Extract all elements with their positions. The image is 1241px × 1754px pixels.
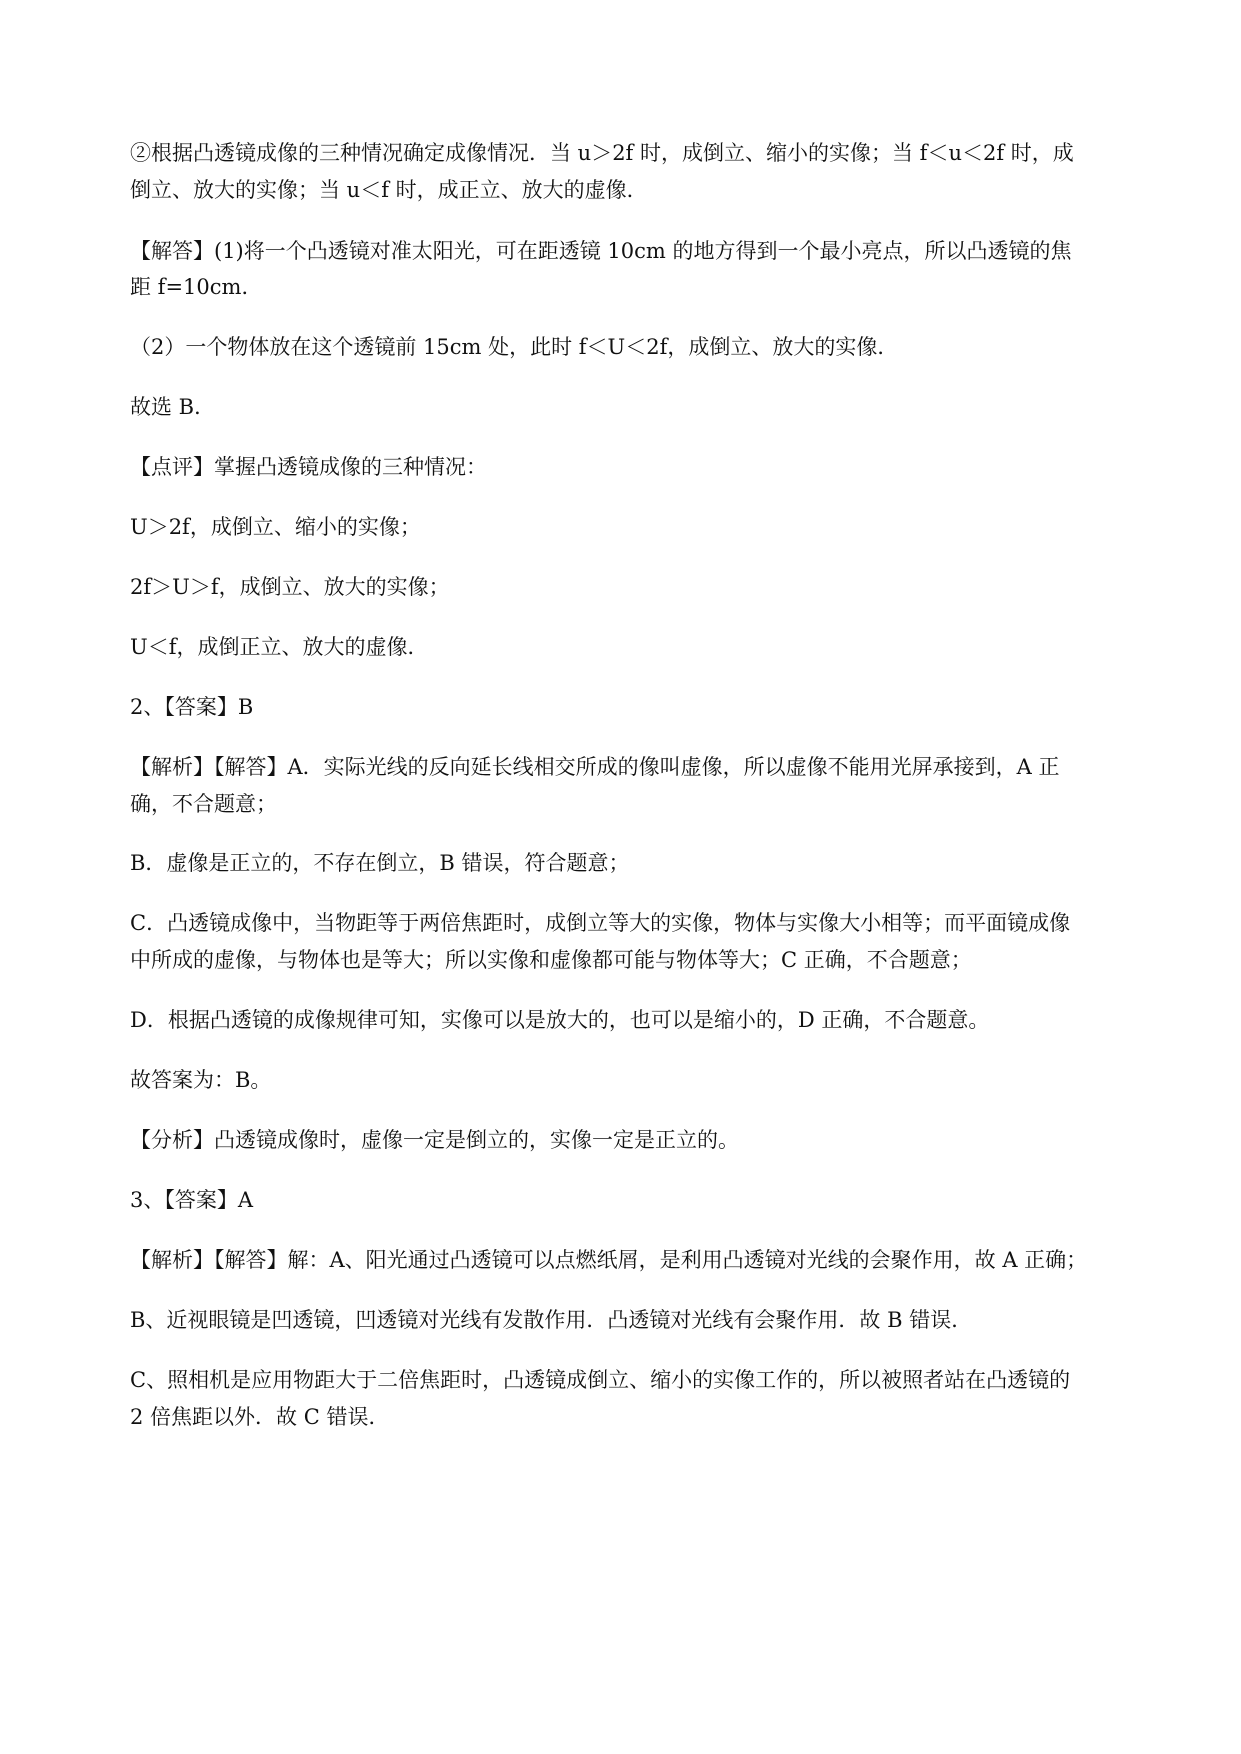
text-line: 中所成的虚像，与物体也是等大；所以实像和虚像都可能与物体等大；C 正确，不合题意； bbox=[130, 948, 972, 972]
text-line: 2 倍焦距以外．故 C 错误． bbox=[130, 1405, 390, 1429]
text-line: ②根据凸透镜成像的三种情况确定成像情况．当 u＞2f 时，成倒立、缩小的实像；当 f＜u＜2f 时，成 bbox=[130, 141, 1074, 165]
text-line: （2）一个物体放在这个透镜前 15cm 处，此时 f＜U＜2f，成倒立、放大的实像． bbox=[130, 335, 899, 359]
text-line: 2f＞U＞f，成倒立、放大的实像； bbox=[130, 575, 450, 599]
text-line: C．凸透镜成像中，当物距等于两倍焦距时，成倒立等大的实像，物体与实像大小相等；而平面镜成像 bbox=[130, 911, 1071, 935]
text-line: D．根据凸透镜的成像规律可知，实像可以是放大的，也可以是缩小的，D 正确，不合题意。 bbox=[130, 1008, 990, 1032]
text-line: U＜f，成倒正立、放大的虚像． bbox=[130, 635, 429, 659]
text-line: 故答案为：B。 bbox=[130, 1068, 272, 1092]
text-line: 【解答】(1)将一个凸透镜对准太阳光，可在距透镜 10cm 的地方得到一个最小亮点，所以凸透镜的焦 bbox=[130, 239, 1072, 263]
text-line: 【解析】【解答】解：A、阳光通过凸透镜可以点燃纸屑，是利用凸透镜对光线的会聚作用，故 A 正确； bbox=[130, 1248, 1088, 1272]
text-line: 距 f=10cm． bbox=[130, 275, 263, 299]
text-line: U＞2f，成倒立、缩小的实像； bbox=[130, 515, 421, 539]
text-line: 【解析】【解答】A．实际光线的反向延长线相交所成的像叫虚像，所以虚像不能用光屏承接到，A 正 bbox=[130, 755, 1060, 779]
text-line: 倒立、放大的实像；当 u＜f 时，成正立、放大的虚像． bbox=[130, 178, 648, 202]
text-line: 【分析】凸透镜成像时，虚像一定是倒立的，实像一定是正立的。 bbox=[130, 1128, 739, 1152]
text-line: B、近视眼镜是凹透镜，凹透镜对光线有发散作用．凸透镜对光线有会聚作用．故 B 错误． bbox=[130, 1308, 973, 1332]
text-line: C、照相机是应用物距大于二倍焦距时，凸透镜成倒立、缩小的实像工作的，所以被照者站在凸透镜的 bbox=[130, 1368, 1071, 1392]
text-line: 确，不合题意； bbox=[130, 792, 277, 816]
text-line: 3、【答案】A bbox=[130, 1188, 254, 1212]
text-line: 【点评】掌握凸透镜成像的三种情况： bbox=[130, 455, 487, 479]
text-line: 故选 B． bbox=[130, 395, 216, 419]
text-line: 2、【答案】B bbox=[130, 695, 254, 719]
text-line: B．虚像是正立的，不存在倒立，B 错误，符合题意； bbox=[130, 851, 630, 875]
